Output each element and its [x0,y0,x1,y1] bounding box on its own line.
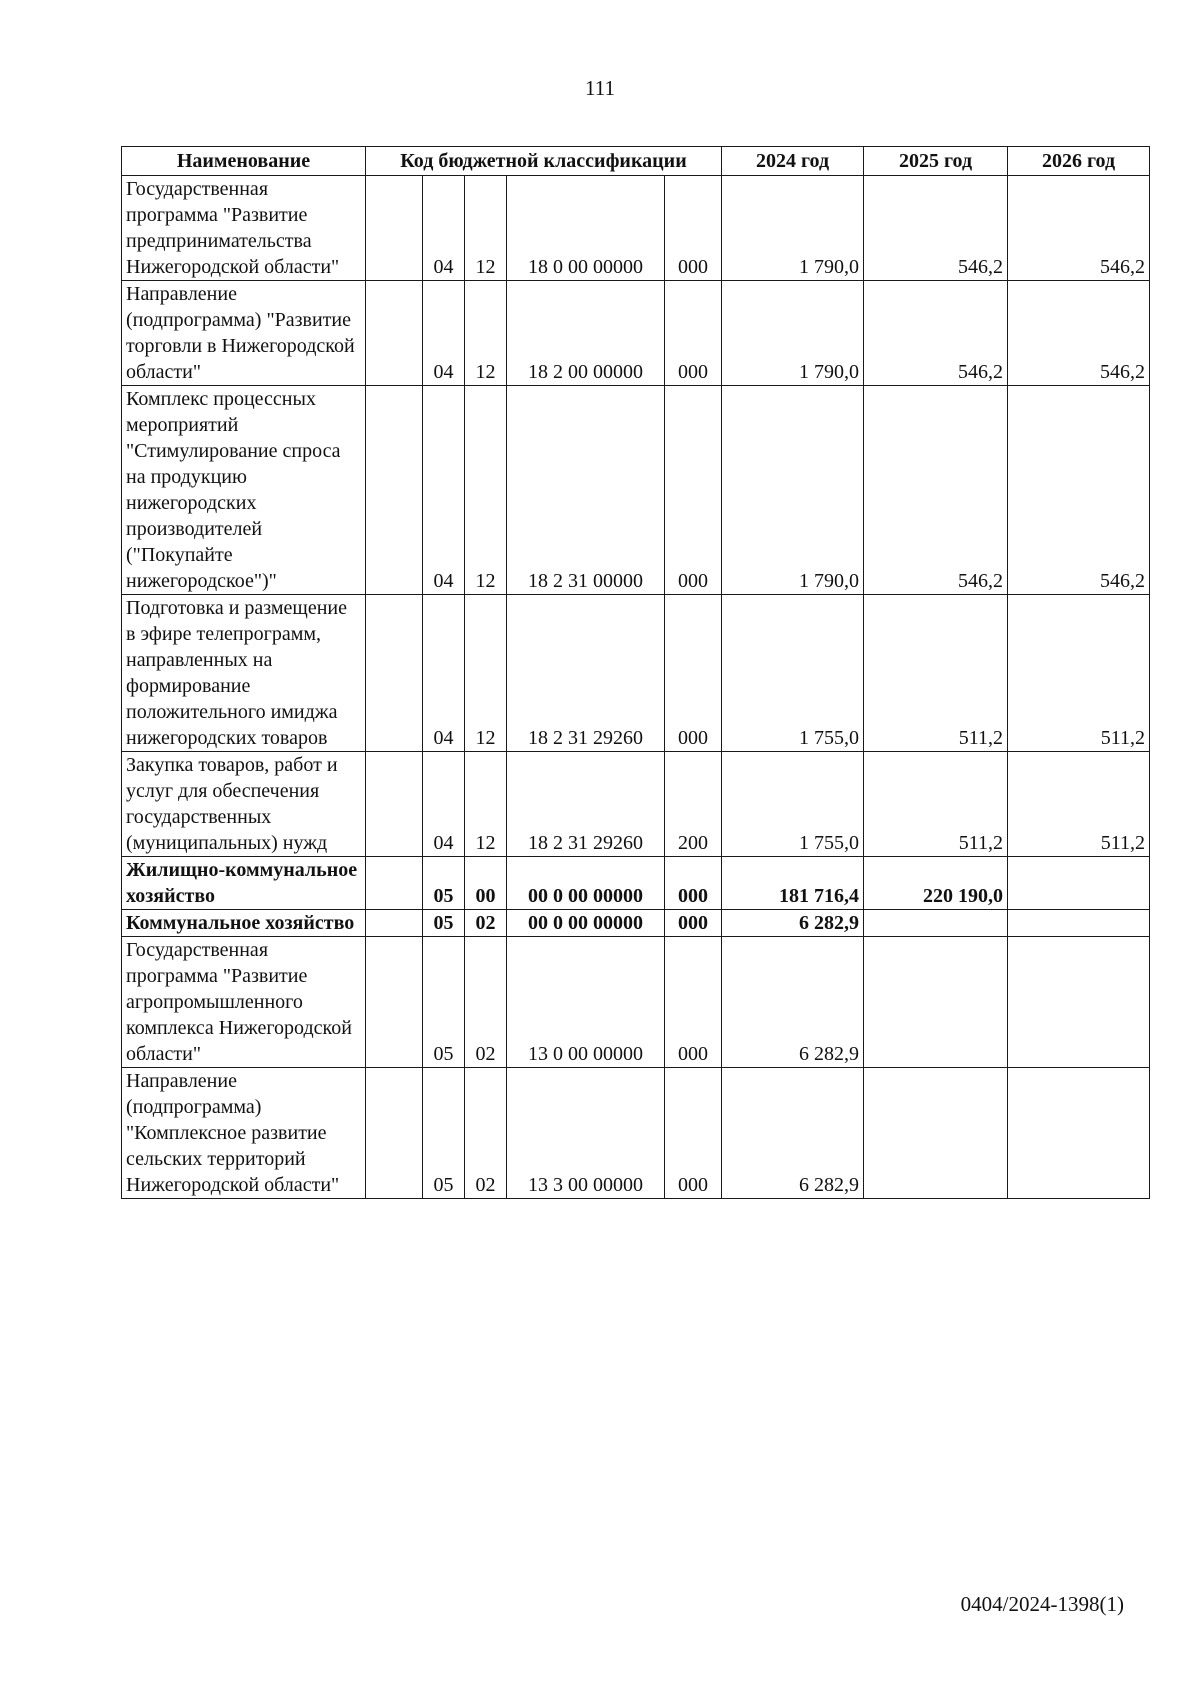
row-name-cell: Государственная программа "Развитие предпринимательства Нижегородской области" [122,176,366,281]
table-row [122,386,1150,595]
value-2024-cell: 6 282,9 [722,937,864,1068]
expense-type-code-cell: 000 [665,910,722,937]
value-2026-cell [1008,937,1150,1068]
code-part-1-cell [366,857,423,910]
table-row [122,176,1150,281]
expense-type-code-cell: 000 [665,857,722,910]
value-2025-cell: 511,2 [864,595,1008,752]
code-part-1-cell [366,752,423,857]
value-2025-cell: 511,2 [864,752,1008,857]
header-name: Наименование [122,147,366,176]
code-part-1-cell [366,937,423,1068]
value-2026-cell [1008,910,1150,937]
subsection-code-cell: 02 [465,910,507,937]
target-article-code-cell: 00 0 00 00000 [507,857,665,910]
value-2026-cell: 546,2 [1008,176,1150,281]
value-2026-cell [1008,857,1150,910]
value-2025-cell [864,910,1008,937]
target-article-code-cell: 13 0 00 00000 [507,937,665,1068]
target-article-code-cell: 18 0 00 00000 [507,176,665,281]
value-2026-cell: 546,2 [1008,386,1150,595]
subsection-code-cell: 12 [465,176,507,281]
table-row [122,752,1150,857]
value-2026-cell: 546,2 [1008,281,1150,386]
target-article-code-cell: 18 2 31 00000 [507,386,665,595]
target-article-code-cell: 00 0 00 00000 [507,910,665,937]
table-row [122,857,1150,910]
table-row [122,910,1150,937]
code-part-1-cell [366,595,423,752]
table-row [122,937,1150,1068]
subsection-code-cell: 12 [465,386,507,595]
code-part-1-cell [366,176,423,281]
expense-type-code-cell: 000 [665,595,722,752]
expense-type-code-cell: 000 [665,1068,722,1199]
section-code-cell: 05 [423,857,465,910]
value-2024-cell: 6 282,9 [722,1068,864,1199]
value-2024-cell: 6 282,9 [722,910,864,937]
section-code-cell: 04 [423,752,465,857]
value-2025-cell: 546,2 [864,281,1008,386]
header-code: Код бюджетной классификации [366,147,722,176]
expense-type-code-cell: 000 [665,176,722,281]
target-article-code-cell: 18 2 31 29260 [507,595,665,752]
value-2025-cell [864,1068,1008,1199]
section-code-cell: 04 [423,595,465,752]
code-part-1-cell [366,1068,423,1199]
value-2024-cell: 1 790,0 [722,281,864,386]
header-2026: 2026 год [1008,147,1150,176]
value-2024-cell: 1 755,0 [722,752,864,857]
target-article-code-cell: 18 2 00 00000 [507,281,665,386]
row-name-cell: Жилищно-коммунальное хозяйство [122,857,366,910]
table-row [122,595,1150,752]
section-code-cell: 04 [423,281,465,386]
page-number: 111 [585,76,615,100]
value-2025-cell: 220 190,0 [864,857,1008,910]
document-number: 0404/2024-1398(1) [960,1592,1124,1616]
expense-type-code-cell: 200 [665,752,722,857]
expense-type-code-cell: 000 [665,937,722,1068]
row-name-cell: Направление (подпрограмма) "Развитие торговли в Нижегородской области" [122,281,366,386]
value-2026-cell: 511,2 [1008,752,1150,857]
value-2026-cell: 511,2 [1008,595,1150,752]
value-2025-cell: 546,2 [864,176,1008,281]
row-name-cell: Закупка товаров, работ и услуг для обеспечения государственных (муниципальных) нужд [122,752,366,857]
table-body [122,176,1150,1199]
subsection-code-cell: 02 [465,1068,507,1199]
value-2024-cell: 1 790,0 [722,176,864,281]
budget-table [121,146,1150,1199]
section-code-cell: 05 [423,1068,465,1199]
section-code-cell: 04 [423,176,465,281]
code-part-1-cell [366,281,423,386]
row-name-cell: Подготовка и размещение в эфире телепрограмм, направленных на формирование положительного имиджа нижегородских товаров [122,595,366,752]
code-part-1-cell [366,910,423,937]
header-2025: 2025 год [864,147,1008,176]
subsection-code-cell: 12 [465,281,507,386]
header-2024: 2024 год [722,147,864,176]
value-2024-cell: 181 716,4 [722,857,864,910]
expense-type-code-cell: 000 [665,386,722,595]
target-article-code-cell: 13 3 00 00000 [507,1068,665,1199]
target-article-code-cell: 18 2 31 29260 [507,752,665,857]
expense-type-code-cell: 000 [665,281,722,386]
code-part-1-cell [366,386,423,595]
subsection-code-cell: 12 [465,595,507,752]
value-2025-cell: 546,2 [864,386,1008,595]
section-code-cell: 04 [423,386,465,595]
row-name-cell: Государственная программа "Развитие агропромышленного комплекса Нижегородской области" [122,937,366,1068]
table-row [122,281,1150,386]
section-code-cell: 05 [423,937,465,1068]
row-name-cell: Направление (подпрограмма) "Комплексное развитие сельских территорий Нижегородской области" [122,1068,366,1199]
value-2025-cell [864,937,1008,1068]
subsection-code-cell: 02 [465,937,507,1068]
section-code-cell: 05 [423,910,465,937]
value-2024-cell: 1 755,0 [722,595,864,752]
row-name-cell: Коммунальное хозяйство [122,910,366,937]
subsection-code-cell: 12 [465,752,507,857]
row-name-cell: Комплекс процессных мероприятий "Стимулирование спроса на продукцию нижегородских производителей ("Покупайте нижегородское")" [122,386,366,595]
table-row [122,1068,1150,1199]
header-row [122,147,1150,176]
value-2026-cell [1008,1068,1150,1199]
subsection-code-cell: 00 [465,857,507,910]
value-2024-cell: 1 790,0 [722,386,864,595]
